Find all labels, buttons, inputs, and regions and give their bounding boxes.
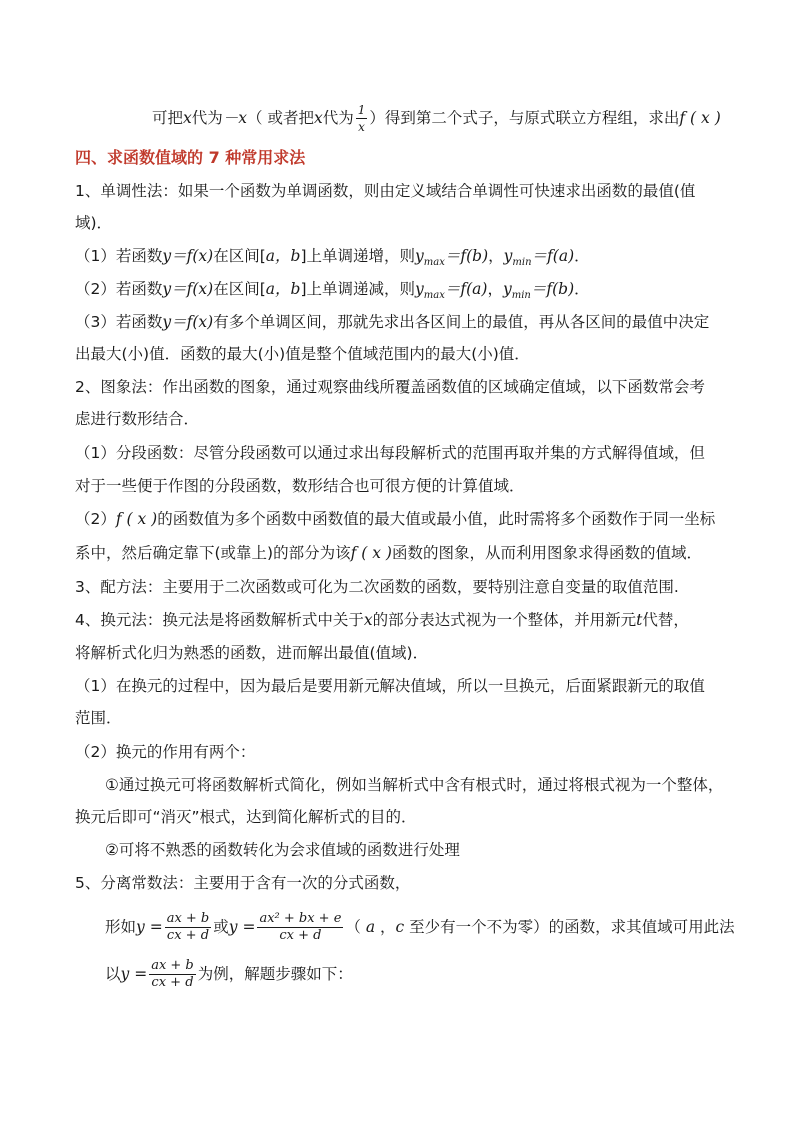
paragraph: 1、单调性法：如果一个函数为单调函数，则由定义域结合单调性可快速求出函数的最值(值 (75, 182, 696, 200)
denominator: cx + d (151, 975, 194, 990)
text: 可把 (152, 109, 184, 127)
intro-line (152, 102, 721, 135)
subscript: max (423, 257, 445, 269)
formula-line (105, 958, 353, 991)
math: －x (222, 109, 248, 127)
numerator: ax + b (151, 958, 194, 973)
math: y＝f(x) (162, 247, 214, 265)
math: ＝f(b) (444, 247, 489, 265)
math: y (415, 280, 424, 298)
text: 系中，然后确定靠下(或靠上)的部分为该 (75, 544, 351, 562)
fraction (165, 911, 212, 944)
math: y＝f(x) (162, 313, 214, 331)
math: a，b (265, 280, 301, 298)
text: ． (574, 280, 590, 298)
math: y = (136, 918, 163, 936)
formula-line (105, 911, 735, 944)
paragraph: 虑进行数形结合． (75, 410, 200, 428)
math: ＝f(b) (530, 280, 575, 298)
text: 的部分表达式视为一个整体，并用新元 (372, 611, 637, 629)
numerator: ax + b (166, 911, 210, 926)
text: ， (375, 918, 396, 936)
denominator: x (358, 120, 365, 134)
math: x (183, 109, 192, 127)
paragraph: 5、分离常数法：主要用于含有一次的分式函数， (75, 874, 411, 892)
text: ）得到第二个式子，与原式联立方程组，求出 (369, 109, 680, 127)
text: 或 (213, 918, 229, 936)
paragraph: 域)． (75, 214, 113, 232)
math: f ( x ) (115, 510, 158, 528)
subscript: max (423, 290, 445, 302)
denominator: cx + d (166, 928, 210, 943)
paragraph: 2、图象法：作出函数的图象，通过观察曲线所覆盖函数值的区域确定值域，以下函数常会考 (75, 378, 705, 396)
numerator: 1 (357, 103, 366, 117)
fraction (257, 911, 343, 944)
text: 有多个单调区间，那就先求出各区间上的最值，再从各区间的最值中决定 (213, 313, 710, 331)
text: 4、换元法：换元法是将函数解析式中关于 (75, 611, 364, 629)
paragraph (75, 278, 590, 307)
text: （3）若函数 (75, 313, 163, 331)
numerator: ax² + bx + e (259, 911, 342, 926)
math: c (395, 918, 405, 936)
paragraph (75, 609, 689, 631)
paragraph: 换元后即可“消灭”根式，达到简化解析式的目的． (75, 808, 417, 826)
section-heading: 四、求函数值域的 7 种常用求法 (75, 148, 306, 167)
text: ]上单调递增，则 (300, 247, 416, 265)
text: （1）若函数 (75, 247, 163, 265)
text: ， (488, 247, 504, 265)
paragraph (75, 311, 709, 333)
math: y (415, 247, 424, 265)
math: f ( x ) (350, 544, 392, 562)
paragraph: （2）换元的作用有两个： (75, 743, 256, 761)
text: 函数的图象，从而利用图象求得函数的值域． (391, 544, 702, 562)
paragraph: （1）在换元的过程中，因为最后是要用新元解决值域，所以一旦换元，后面紧跟新元的取值 (75, 677, 705, 695)
text: 至少有一个不为零）的函数，求其值域可用此法 (404, 918, 735, 936)
math: ＝f(a) (531, 247, 575, 265)
paragraph: 3、配方法：主要用于二次函数或可化为二次函数的函数，要特别注意自变量的取值范围. (75, 578, 679, 596)
paragraph: ①通过换元可将函数解析式简化，例如当解析式中含有根式时，通过将根式视为一个整体， (105, 776, 724, 794)
paragraph (75, 542, 702, 564)
text: （2）若函数 (75, 280, 163, 298)
paragraph: 出最大(小)值．函数的最大(小)值是整个值域范围内的最大(小)值． (75, 345, 530, 363)
math: y (502, 280, 512, 298)
fraction (356, 102, 368, 135)
subscript: min (512, 257, 532, 269)
paragraph: ②可将不熟悉的函数转化为会求值域的函数进行处理 (105, 841, 460, 859)
text: 的函数值为多个函数中函数值的最大值或最小值，此时需将多个函数作于同一坐标 (157, 510, 716, 528)
text: 以 (105, 965, 121, 983)
text: 在区间[ (213, 280, 266, 298)
math: y = (120, 965, 148, 983)
subscript: min (511, 290, 531, 302)
math: a (365, 918, 376, 936)
text: （ (345, 918, 366, 936)
text: 代替， (642, 611, 689, 629)
text: ， (487, 280, 503, 298)
text: ． (574, 247, 590, 265)
text: （2） (75, 510, 116, 528)
math: y (503, 247, 513, 265)
paragraph: 范围． (75, 709, 122, 727)
math: y = (228, 918, 256, 936)
text: 为例，解题步骤如下： (197, 965, 353, 983)
math: a，b (265, 247, 301, 265)
paragraph: 对于一些便于作图的分段函数，数形结合也可很方便的计算值域． (75, 477, 525, 495)
math: ＝f(a) (444, 280, 488, 298)
math: x (363, 611, 373, 629)
text: 代为 (322, 109, 354, 127)
text: ]上单调递减，则 (300, 280, 416, 298)
text: 代为 (191, 109, 223, 127)
text: 形如 (105, 918, 137, 936)
paragraph (75, 245, 590, 274)
denominator: cx + d (279, 928, 322, 943)
math: x (313, 109, 323, 127)
paragraph (75, 508, 715, 530)
math: f ( x ) (679, 109, 721, 127)
fraction (149, 958, 196, 991)
math: y＝f(x) (162, 280, 214, 298)
paragraph: 将解析式化归为熟悉的函数，进而解出最值(值域)． (75, 644, 429, 662)
math: t (636, 611, 643, 629)
text: 在区间[ (213, 247, 266, 265)
paragraph: （1）分段函数：尽管分段函数可以通过求出每段解析式的范围再取并集的方式解得值域，但 (75, 444, 705, 462)
text: （ 或者把 (247, 109, 314, 127)
